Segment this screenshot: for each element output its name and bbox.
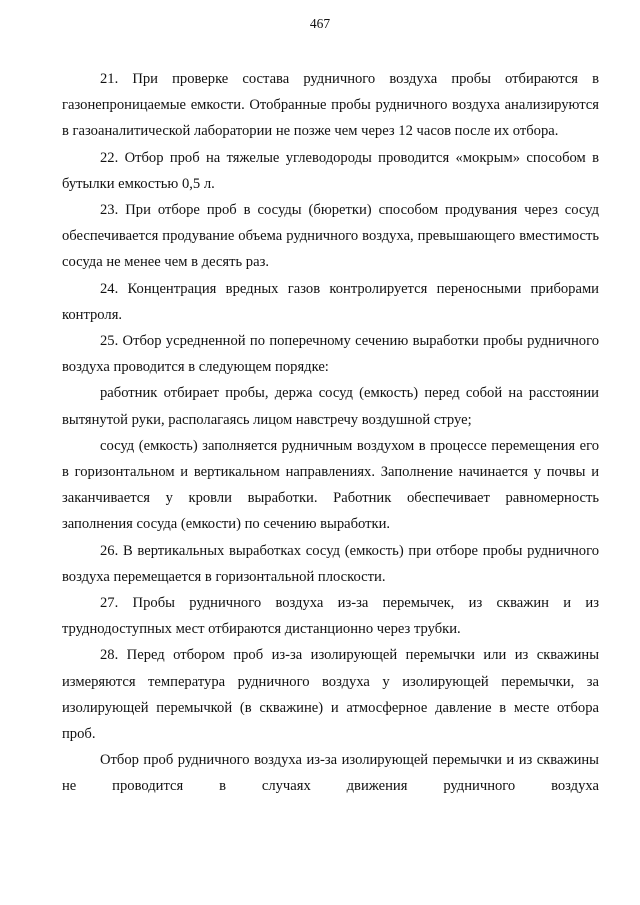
paragraph-25-item-1: работник отбирает пробы, держа сосуд (емкость) перед собой на расстоянии вытянутой руки, располагаясь лицом навстречу воздушной струе;: [62, 385, 599, 428]
paragraph-21: 21. При проверке состава рудничного воздуха пробы отбираются в газонепроницаемые емкости. Отобранные пробы рудничного воздуха анализируются в газоаналитической лаборатории не позже чем через 12 часов после их отбора.: [62, 71, 599, 140]
paragraph-28: 28. Перед отбором проб из-за изолирующей перемычки или из скважины измеряются температура рудничного воздуха у изолирующей перемычки, за изолирующей перемычкой (в скважине) и атмосферное давление в месте отбора проб.: [62, 647, 599, 743]
page-number: 467: [309, 16, 331, 31]
paragraph-26: 26. В вертикальных выработках сосуд (емкость) при отборе пробы рудничного воздуха перемещается в горизонтальной плоскости.: [62, 542, 599, 585]
paragraph-27: 27. Пробы рудничного воздуха из-за перемычек, из скважин и из труднодоступных мест отбираются дистанционно через трубки.: [62, 595, 599, 638]
paragraph-28-continuation: Отбор проб рудничного воздуха из-за изолирующей перемычки и из скважины не проводится в случаях движения рудничного воздуха: [62, 752, 599, 795]
paragraph-23: 23. При отборе проб в сосуды (бюретки) способом продувания через сосуд обеспечивается продувание объема рудничного воздуха, превышающего вместимость сосуда не менее чем в десять раз.: [62, 202, 599, 271]
paragraph-25-item-2: сосуд (емкость) заполняется рудничным воздухом в процессе перемещения его в горизонтальном и вертикальном направлениях. Заполнение начинается у почвы и заканчивается у кровли выработки. Работник обеспечивает равномерность заполнения сосуда (емкости) по сечению выработки.: [62, 437, 599, 533]
paragraph-24: 24. Концентрация вредных газов контролируется переносными приборами контроля.: [62, 280, 599, 323]
paragraph-22: 22. Отбор проб на тяжелые углеводороды проводится «мокрым» способом в бутылки емкостью 0,5 л.: [62, 149, 599, 192]
paragraph-25: 25. Отбор усредненной по поперечному сечению выработки пробы рудничного воздуха проводится в следующем порядке:: [62, 333, 599, 376]
document-body: [62, 66, 599, 800]
